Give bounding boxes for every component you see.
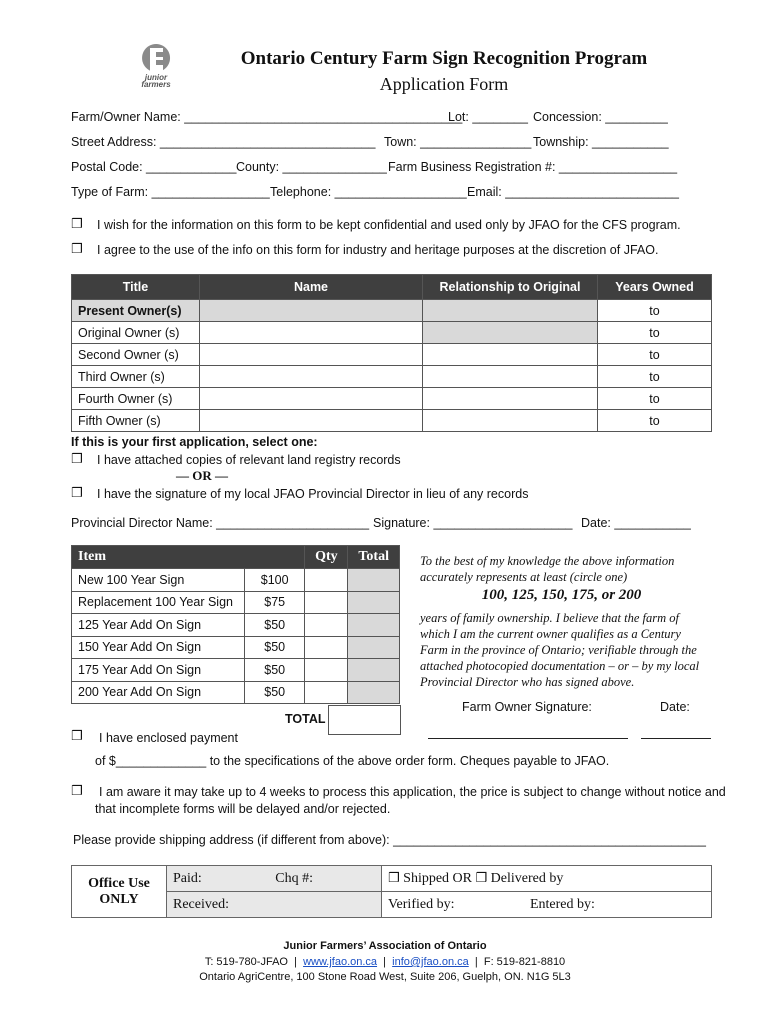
owner-date-line[interactable] — [641, 738, 711, 739]
total-cell[interactable] — [348, 614, 400, 637]
circle-years-options[interactable]: 100, 125, 150, 175, or 200 — [481, 587, 642, 603]
footer-org: Junior Farmers’ Association of Ontario — [283, 940, 487, 952]
page-subtitle: Application Form — [379, 74, 509, 94]
declaration-line-6: attached photocopied documentation – or – by my local — [420, 659, 700, 673]
name-cell[interactable] — [200, 366, 423, 388]
table-row — [72, 410, 712, 432]
col-total: Total — [348, 546, 400, 569]
email-field[interactable]: Email: _________________________ — [467, 185, 679, 199]
paid-label: Paid: — [173, 870, 202, 886]
qty-cell[interactable] — [305, 614, 348, 637]
footer-fax: F: 519-821-8810 — [483, 956, 566, 968]
first-application-heading: If this is your first application, select one: — [71, 435, 318, 449]
paid-cell[interactable] — [167, 866, 382, 892]
order-table — [71, 545, 400, 704]
office-use-label-2: ONLY — [99, 891, 139, 907]
item-price: $50 — [245, 659, 305, 682]
name-cell[interactable] — [200, 344, 423, 366]
director-signature-field[interactable]: Signature: ____________________ — [373, 516, 573, 530]
shipped-checkbox[interactable]: ❒ — [388, 870, 400, 886]
payment-enclosed-label: I have enclosed payment — [99, 731, 238, 745]
lot-field[interactable]: Lot: ________ — [448, 110, 528, 124]
total-cell[interactable] — [348, 591, 400, 614]
delivered-checkbox[interactable]: ❒ — [475, 870, 488, 886]
footer-phone: T: 519-780-JFAO — [204, 956, 288, 968]
table-row — [72, 591, 400, 614]
entered-label: Entered by: — [529, 896, 595, 912]
farm-business-registration-field[interactable]: Farm Business Registration #: _________________ — [388, 160, 678, 174]
town-field[interactable]: Town: ________________ — [384, 135, 532, 149]
table-row — [72, 681, 400, 704]
relationship-cell[interactable] — [423, 344, 598, 366]
row-title: Fifth Owner (s) — [72, 410, 200, 432]
name-cell[interactable] — [200, 322, 423, 344]
total-cell[interactable] — [348, 569, 400, 592]
table-row — [72, 300, 712, 322]
concession-field[interactable]: Concession: _________ — [533, 110, 668, 124]
heritage-checkbox[interactable]: ❒ — [71, 242, 83, 257]
declaration-line-7: Provincial Director who has signed above. — [420, 675, 635, 689]
col-name: Name — [200, 275, 423, 300]
township-field[interactable]: Township: ___________ — [533, 135, 669, 149]
table-row — [72, 636, 400, 659]
total-cell[interactable] — [348, 636, 400, 659]
owner-signature-line[interactable] — [428, 738, 628, 739]
qty-cell[interactable] — [305, 636, 348, 659]
owner-date-label: Date: — [660, 700, 690, 714]
footer-contact: T: 519-780-JFAO | www.jfao.on.ca | info@jfao.on.ca | F: 519-821-8810 — [204, 956, 566, 968]
qty-cell[interactable] — [305, 569, 348, 592]
declaration-line-3: years of family ownership. I believe that the farm of — [420, 611, 679, 625]
footer-website-link[interactable]: www.jfao.on.ca — [303, 956, 378, 968]
shipped-label: Shipped — [403, 870, 450, 886]
shipping-address-field[interactable]: Please provide shipping address (if different from above): _____________________________________________ — [73, 833, 706, 847]
item-name: New 100 Year Sign — [72, 569, 245, 592]
office-use-label-1: Office Use — [88, 875, 150, 891]
table-row — [72, 569, 400, 592]
or-divider: — OR — — [176, 468, 228, 483]
telephone-field[interactable]: Telephone: ___________________ — [270, 185, 467, 199]
row-title: Third Owner (s) — [72, 366, 200, 388]
delivered-label: Delivered by — [490, 870, 564, 886]
payment-enclosed-checkbox[interactable]: ❒ — [71, 729, 83, 744]
row-title: Original Owner (s) — [72, 322, 200, 344]
footer-address: Ontario AgriCentre, 100 Stone Road West, Suite 206, Guelph, ON. N1G 5L3 — [199, 971, 571, 983]
col-item: Item — [72, 546, 305, 569]
item-price: $50 — [245, 636, 305, 659]
col-years-owned: Years Owned — [598, 275, 712, 300]
confidential-label: I wish for the information on this form to be kept confidential and used only by JFAO for the CFS program. — [97, 218, 681, 232]
table-row — [72, 388, 712, 410]
table-row — [72, 344, 712, 366]
received-cell[interactable] — [167, 892, 382, 918]
item-name: 175 Year Add On Sign — [72, 659, 245, 682]
director-date-field[interactable]: Date: ___________ — [581, 516, 691, 530]
item-price: $100 — [245, 569, 305, 592]
office-use-label — [72, 866, 167, 918]
item-price: $50 — [245, 614, 305, 637]
svg-text:junior: junior — [144, 73, 168, 82]
years-cell[interactable]: to — [598, 366, 712, 388]
footer-email-link[interactable]: info@jfao.on.ca — [392, 956, 469, 968]
relationship-cell[interactable] — [423, 366, 598, 388]
director-signature-label: I have the signature of my local JFAO Provincial Director in lieu of any records — [97, 487, 529, 501]
qty-cell[interactable] — [305, 681, 348, 704]
grand-total-cell[interactable] — [328, 705, 401, 735]
declaration-line-4: which I am the current owner qualifies as a Century — [420, 627, 681, 641]
years-cell[interactable]: to — [598, 344, 712, 366]
years-cell[interactable]: to — [598, 410, 712, 432]
table-row — [72, 659, 400, 682]
total-label: TOTAL — [285, 712, 326, 726]
name-cell[interactable] — [200, 300, 423, 322]
verified-label: Verified by: — [388, 896, 455, 912]
owners-table — [71, 274, 712, 432]
verified-entered-cell[interactable] — [382, 892, 712, 918]
office-use-table — [71, 865, 712, 918]
processing-aware-label-1: I am aware it may take up to 4 weeks to process this application, the price is subject to change without notice and — [99, 785, 726, 799]
declaration-line-1: To the best of my knowledge the above information — [420, 554, 675, 568]
confidential-checkbox[interactable]: ❒ — [71, 217, 83, 232]
name-cell[interactable] — [200, 410, 423, 432]
table-row — [72, 322, 712, 344]
postal-code-field[interactable]: Postal Code: _____________ — [71, 160, 237, 174]
item-price: $75 — [245, 591, 305, 614]
farm-type-field[interactable]: Type of Farm: _________________ — [71, 185, 270, 199]
item-name: 150 Year Add On Sign — [72, 636, 245, 659]
or-label: OR — [452, 870, 472, 886]
years-cell[interactable]: to — [598, 322, 712, 344]
chq-label: Chq #: — [275, 870, 314, 886]
street-address-field[interactable]: Street Address: _______________________________ — [71, 135, 376, 149]
name-cell[interactable] — [200, 388, 423, 410]
qty-cell[interactable] — [305, 659, 348, 682]
col-qty: Qty — [305, 546, 348, 569]
heritage-label: I agree to the use of the info on this form for industry and heritage purposes at the discretion of JFAO. — [97, 243, 659, 257]
col-relationship: Relationship to Original — [423, 275, 598, 300]
qty-cell[interactable] — [305, 591, 348, 614]
years-cell[interactable]: to — [598, 300, 712, 322]
relationship-cell[interactable] — [423, 388, 598, 410]
relationship-cell[interactable] — [423, 410, 598, 432]
relationship-cell[interactable] — [423, 300, 598, 322]
relationship-cell[interactable] — [423, 322, 598, 344]
shipping-status-cell — [382, 866, 712, 892]
processing-aware-label-2: that incomplete forms will be delayed and/or rejected. — [95, 802, 391, 816]
table-row — [72, 614, 400, 637]
table-row — [72, 366, 712, 388]
county-field[interactable]: County: _______________ — [236, 160, 387, 174]
total-cell[interactable] — [348, 659, 400, 682]
total-cell[interactable] — [348, 681, 400, 704]
svg-text:farmers: farmers — [141, 80, 171, 88]
item-name: Replacement 100 Year Sign — [72, 591, 245, 614]
item-price: $50 — [245, 681, 305, 704]
received-label: Received: — [173, 896, 229, 912]
farm-owner-signature-label: Farm Owner Signature: — [462, 700, 592, 714]
land-registry-label: I have attached copies of relevant land registry records — [97, 453, 401, 467]
land-registry-checkbox[interactable]: ❒ — [71, 452, 83, 467]
col-title: Title — [72, 275, 200, 300]
item-name: 125 Year Add On Sign — [72, 614, 245, 637]
years-cell[interactable]: to — [598, 388, 712, 410]
farm-owner-field[interactable]: Farm/Owner Name: ________________________________________ — [71, 110, 463, 124]
declaration-line-5: Farm in the province of Ontario; verifiable through the — [420, 643, 697, 657]
page-title: Ontario Century Farm Sign Recognition Program — [240, 48, 648, 69]
item-name: 200 Year Add On Sign — [72, 681, 245, 704]
row-title: Second Owner (s) — [72, 344, 200, 366]
row-title: Present Owner(s) — [72, 300, 200, 322]
declaration-line-2: accurately represents at least (circle one) — [420, 570, 628, 584]
director-signature-checkbox[interactable]: ❒ — [71, 486, 83, 501]
payment-amount-field[interactable]: of $_____________ to the specifications of the above order form. Cheques payable to JFAO. — [95, 754, 610, 768]
row-title: Fourth Owner (s) — [72, 388, 200, 410]
processing-aware-checkbox[interactable]: ❒ — [71, 784, 83, 799]
director-name-field[interactable]: Provincial Director Name: ______________________ — [71, 516, 370, 530]
